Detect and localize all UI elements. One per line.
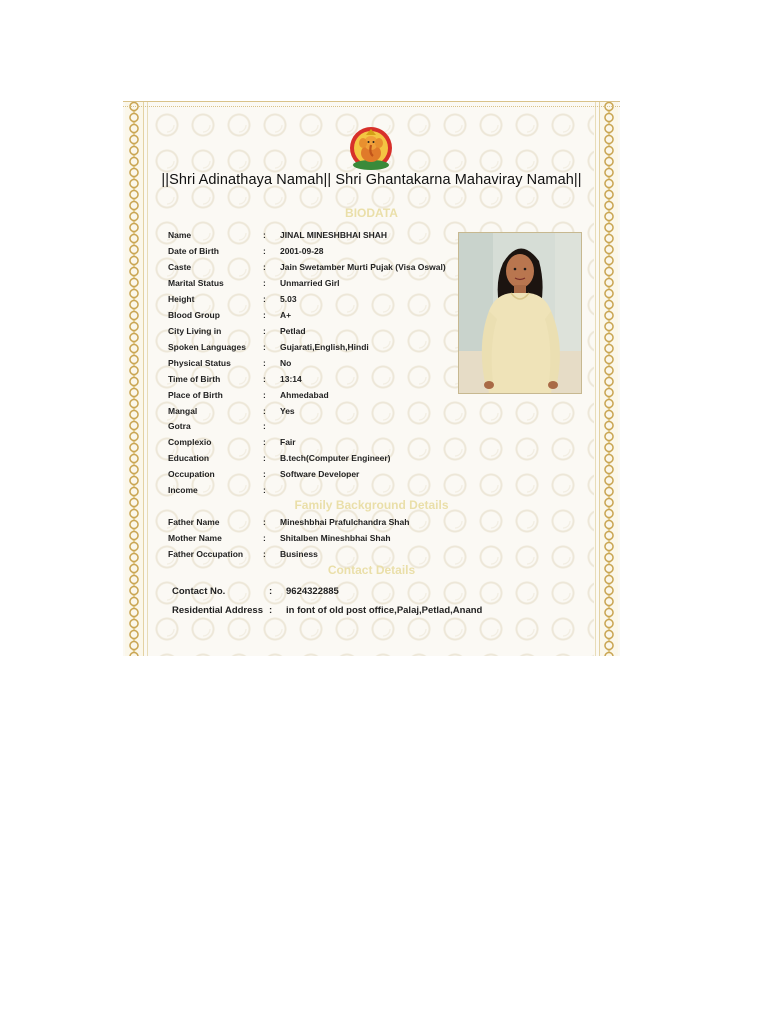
field-label: Father Occupation <box>168 549 244 559</box>
field-row-spoken-languages <box>168 340 369 354</box>
field-separator: : <box>263 294 266 304</box>
field-row-caste <box>168 260 446 274</box>
field-separator: : <box>263 262 266 272</box>
field-separator: : <box>263 310 266 320</box>
field-separator: : <box>263 342 266 352</box>
field-label: Place of Birth <box>168 390 223 400</box>
field-label: Gotra <box>168 421 191 431</box>
field-label: City Living in <box>168 326 222 336</box>
field-value: Petlad <box>280 326 306 336</box>
field-separator: : <box>263 358 266 368</box>
field-label: Education <box>168 453 210 463</box>
field-separator: : <box>263 421 266 431</box>
field-separator: : <box>263 230 266 240</box>
field-separator: : <box>263 326 266 336</box>
field-row-blood-group <box>168 308 291 322</box>
field-separator: : <box>263 533 266 543</box>
field-row-contact-no <box>172 584 339 598</box>
family-section-title: Family Background Details <box>294 498 449 512</box>
field-row-income <box>168 483 280 497</box>
field-row-mangal <box>168 404 295 418</box>
field-separator: : <box>263 374 266 384</box>
field-value: 2001-09-28 <box>280 246 324 256</box>
field-separator: : <box>263 390 266 400</box>
field-label: Income <box>168 485 198 495</box>
field-value: A+ <box>280 310 292 320</box>
field-label: Height <box>168 294 195 304</box>
field-value: Fair <box>280 437 296 447</box>
field-row-gotra <box>168 419 280 433</box>
field-row-city-living-in <box>168 324 306 338</box>
field-row-mother-name <box>168 531 391 545</box>
invocation-header: ||Shri Adinathaya Namah|| Shri Ghantakarna Mahaviray Namah|| <box>161 172 582 188</box>
field-separator: : <box>263 437 266 447</box>
field-label: Spoken Languages <box>168 342 246 352</box>
field-label: Time of Birth <box>168 374 221 384</box>
field-value: in font of old post office,Palaj,Petlad,Anand <box>286 604 483 616</box>
field-row-occupation <box>168 467 359 481</box>
field-separator: : <box>263 278 266 288</box>
field-label: Occupation <box>168 469 215 479</box>
field-value: Software Developer <box>280 469 360 479</box>
field-row-father-occupation <box>168 547 318 561</box>
field-value: Gujarati,English,Hindi <box>280 342 369 352</box>
field-value: 9624322885 <box>286 585 339 597</box>
field-label: Mangal <box>168 406 198 416</box>
field-value: Yes <box>280 406 295 416</box>
field-label: Father Name <box>168 517 220 527</box>
field-separator: : <box>263 453 266 463</box>
field-separator: : <box>263 469 266 479</box>
field-separator: : <box>269 585 273 597</box>
field-row-father-name <box>168 515 409 529</box>
field-row-name <box>168 228 387 242</box>
person-portrait-icon <box>459 233 581 393</box>
field-separator: : <box>263 517 266 527</box>
field-row-education <box>168 451 391 465</box>
field-value: JINAL MINESHBHAI SHAH <box>280 230 388 240</box>
profile-photo <box>458 232 582 394</box>
field-separator: : <box>263 246 266 256</box>
field-label: Mother Name <box>168 533 222 543</box>
field-value: Shitalben Mineshbhai Shah <box>280 533 391 543</box>
field-separator: : <box>269 604 273 616</box>
field-value: 13:14 <box>280 374 302 384</box>
field-value: Business <box>280 549 318 559</box>
ganesha-emblem-icon <box>348 125 394 171</box>
biodata-title: BIODATA <box>345 206 398 220</box>
field-label: Physical Status <box>168 358 231 368</box>
field-separator: : <box>263 549 266 559</box>
field-label: Date of Birth <box>168 246 219 256</box>
field-row-marital-status <box>168 276 340 290</box>
field-value: Jain Swetamber Murti Pujak (Visa Oswal) <box>280 262 446 272</box>
field-separator: : <box>263 406 266 416</box>
field-value: Ahmedabad <box>280 390 329 400</box>
field-row-residential-address <box>172 603 482 617</box>
field-row-height <box>168 292 297 306</box>
biodata-card <box>123 101 620 656</box>
field-value: No <box>280 358 292 368</box>
contact-section-title: Contact Details <box>327 563 416 577</box>
field-row-complexion <box>168 435 296 449</box>
field-value: Mineshbhai Prafulchandra Shah <box>280 517 410 527</box>
field-value: B.tech(Computer Engineer) <box>280 453 391 463</box>
field-row-physical-status <box>168 356 291 370</box>
field-value: Unmarried Girl <box>280 278 340 288</box>
field-separator: : <box>263 485 266 495</box>
top-border <box>123 101 620 107</box>
field-label: Marital Status <box>168 278 224 288</box>
field-label: Caste <box>168 262 192 272</box>
field-label: Contact No. <box>172 585 226 597</box>
field-row-time-of-birth <box>168 372 302 386</box>
field-label: Residential Address <box>172 604 263 616</box>
field-label: Name <box>168 230 192 240</box>
field-row-date-of-birth <box>168 244 323 258</box>
field-row-place-of-birth <box>168 388 329 402</box>
field-label: Complexio <box>168 437 212 447</box>
field-value: 5.03 <box>280 294 297 304</box>
field-label: Blood Group <box>168 310 220 320</box>
